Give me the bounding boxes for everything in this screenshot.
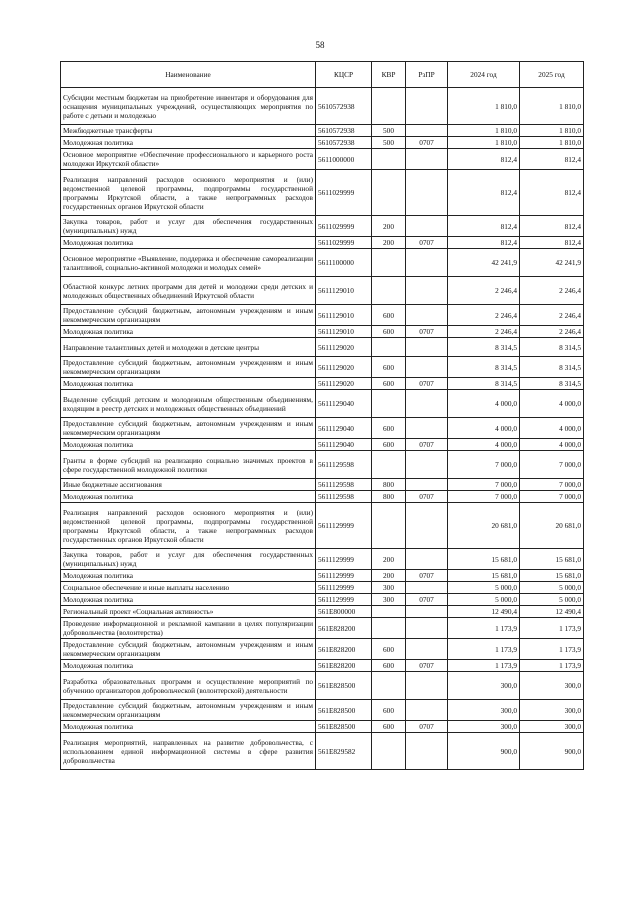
cell-kcsr: 561E828500 <box>316 721 372 733</box>
cell-rzpr: 0707 <box>406 594 448 606</box>
cell-kvr: 600 <box>372 700 406 721</box>
cell-name: Областной конкурс летних программ для детей и молодежи среди детских и молодежных общественных объединений Иркутской области <box>61 277 316 305</box>
cell-2024: 1 810,0 <box>448 125 520 137</box>
cell-rzpr <box>406 338 448 357</box>
cell-2025: 2 246,4 <box>520 305 584 326</box>
cell-2024: 900,0 <box>448 733 520 770</box>
table-row <box>61 639 584 660</box>
cell-kcsr: 5611129020 <box>316 378 372 390</box>
cell-name: Региональный проект «Социальная активность» <box>61 606 316 618</box>
cell-2025: 812,4 <box>520 170 584 216</box>
cell-kcsr: 5611129040 <box>316 390 372 418</box>
cell-name: Социальное обеспечение и иные выплаты населению <box>61 582 316 594</box>
cell-2025: 1 173,9 <box>520 660 584 672</box>
cell-rzpr <box>406 503 448 549</box>
cell-kvr <box>372 149 406 170</box>
cell-kcsr: 5611129999 <box>316 570 372 582</box>
cell-kvr: 500 <box>372 137 406 149</box>
cell-name: Молодежная политика <box>61 326 316 338</box>
cell-name: Межбюджетные трансферты <box>61 125 316 137</box>
cell-name: Предоставление субсидий бюджетным, автономным учреждениям и иным некоммерческим организациям <box>61 418 316 439</box>
table-row <box>61 88 584 125</box>
cell-2024: 2 246,4 <box>448 326 520 338</box>
table-row <box>61 216 584 237</box>
cell-rzpr <box>406 639 448 660</box>
cell-2024: 1 173,9 <box>448 618 520 639</box>
budget-table <box>60 61 584 770</box>
table-row <box>61 378 584 390</box>
cell-kcsr: 5610572938 <box>316 137 372 149</box>
cell-kcsr: 5611129999 <box>316 594 372 606</box>
table-body <box>61 88 584 770</box>
cell-rzpr <box>406 216 448 237</box>
cell-rzpr <box>406 549 448 570</box>
cell-name: Молодежная политика <box>61 570 316 582</box>
cell-name: Молодежная политика <box>61 137 316 149</box>
cell-2025: 4 000,0 <box>520 390 584 418</box>
cell-2025: 8 314,5 <box>520 357 584 378</box>
cell-kvr: 200 <box>372 570 406 582</box>
cell-name: Основное мероприятие «Выявление, поддержка и обеспечение самореализации талантливой, социально-активной молодежи и молодых семей» <box>61 249 316 277</box>
table-row <box>61 660 584 672</box>
cell-rzpr <box>406 700 448 721</box>
cell-2024: 1 173,9 <box>448 639 520 660</box>
table-row <box>61 700 584 721</box>
cell-rzpr <box>406 390 448 418</box>
cell-kcsr: 5611129598 <box>316 491 372 503</box>
cell-name: Иные бюджетные ассигнования <box>61 479 316 491</box>
cell-kvr <box>372 733 406 770</box>
cell-kvr <box>372 618 406 639</box>
table-row <box>61 479 584 491</box>
cell-2025: 8 314,5 <box>520 338 584 357</box>
cell-kcsr: 561E829582 <box>316 733 372 770</box>
cell-name: Молодежная политика <box>61 439 316 451</box>
cell-2025: 2 246,4 <box>520 277 584 305</box>
cell-kcsr: 5611129040 <box>316 418 372 439</box>
cell-2025: 42 241,9 <box>520 249 584 277</box>
cell-name: Молодежная политика <box>61 721 316 733</box>
cell-2024: 2 246,4 <box>448 305 520 326</box>
cell-kcsr: 5611029999 <box>316 216 372 237</box>
cell-2025: 2 246,4 <box>520 326 584 338</box>
cell-kcsr: 5611129010 <box>316 305 372 326</box>
cell-rzpr <box>406 672 448 700</box>
cell-2025: 300,0 <box>520 700 584 721</box>
cell-2024: 42 241,9 <box>448 249 520 277</box>
cell-2024: 812,4 <box>448 216 520 237</box>
cell-name: Гранты в форме субсидий на реализацию социально значимых проектов в сфере государственной молодежной политики <box>61 451 316 479</box>
cell-rzpr <box>406 170 448 216</box>
cell-2024: 7 000,0 <box>448 479 520 491</box>
cell-2025: 900,0 <box>520 733 584 770</box>
cell-kcsr: 5611129010 <box>316 326 372 338</box>
table-row <box>61 439 584 451</box>
cell-kcsr: 5611000000 <box>316 149 372 170</box>
cell-kcsr: 5611129999 <box>316 549 372 570</box>
cell-rzpr <box>406 418 448 439</box>
table-row <box>61 721 584 733</box>
cell-kvr: 600 <box>372 439 406 451</box>
cell-kvr: 500 <box>372 125 406 137</box>
cell-rzpr <box>406 733 448 770</box>
cell-rzpr: 0707 <box>406 660 448 672</box>
cell-rzpr <box>406 88 448 125</box>
cell-rzpr: 0707 <box>406 378 448 390</box>
cell-name: Направление талантливых детей и молодежи в детские центры <box>61 338 316 357</box>
cell-kvr: 600 <box>372 660 406 672</box>
table-row <box>61 594 584 606</box>
table-row <box>61 338 584 357</box>
table-row <box>61 672 584 700</box>
cell-name: Молодежная политика <box>61 378 316 390</box>
cell-2025: 15 681,0 <box>520 549 584 570</box>
table-row <box>61 418 584 439</box>
cell-kvr: 600 <box>372 721 406 733</box>
cell-2024: 7 000,0 <box>448 491 520 503</box>
cell-kvr: 800 <box>372 479 406 491</box>
table-row <box>61 149 584 170</box>
header-2025: 2025 год <box>520 62 584 88</box>
cell-name: Предоставление субсидий бюджетным, автономным учреждениям и иным некоммерческим организациям <box>61 700 316 721</box>
table-row <box>61 451 584 479</box>
table-row <box>61 357 584 378</box>
cell-rzpr: 0707 <box>406 491 448 503</box>
cell-kcsr: 5611100000 <box>316 249 372 277</box>
cell-rzpr <box>406 277 448 305</box>
cell-kcsr: 5611129598 <box>316 479 372 491</box>
cell-2025: 15 681,0 <box>520 570 584 582</box>
table-row <box>61 305 584 326</box>
cell-name: Закупка товаров, работ и услуг для обеспечения государственных (муниципальных) нужд <box>61 216 316 237</box>
cell-name: Выделение субсидий детским и молодежным общественным объединениям, входящим в реестр детских и молодежных общественных объединений <box>61 390 316 418</box>
cell-kvr <box>372 88 406 125</box>
cell-kcsr: 5611129999 <box>316 582 372 594</box>
cell-rzpr: 0707 <box>406 326 448 338</box>
cell-2024: 20 681,0 <box>448 503 520 549</box>
cell-2025: 300,0 <box>520 672 584 700</box>
cell-kvr: 300 <box>372 594 406 606</box>
table-row <box>61 237 584 249</box>
cell-2025: 4 000,0 <box>520 418 584 439</box>
cell-2025: 12 490,4 <box>520 606 584 618</box>
cell-name: Реализация направлений расходов основного мероприятия и (или) ведомственной целевой программы, подпрограммы государственной программы Иркутской области, а также непрограммных расходов государственных органов Иркутской области <box>61 170 316 216</box>
cell-kvr: 200 <box>372 237 406 249</box>
cell-2024: 15 681,0 <box>448 570 520 582</box>
cell-2024: 4 000,0 <box>448 439 520 451</box>
cell-kcsr: 5611129010 <box>316 277 372 305</box>
cell-2024: 12 490,4 <box>448 606 520 618</box>
cell-kvr <box>372 390 406 418</box>
cell-name: Молодежная политика <box>61 594 316 606</box>
cell-2024: 4 000,0 <box>448 418 520 439</box>
cell-kcsr: 561E800000 <box>316 606 372 618</box>
cell-kcsr: 561E828200 <box>316 618 372 639</box>
cell-kvr <box>372 503 406 549</box>
cell-kvr <box>372 672 406 700</box>
cell-2025: 7 000,0 <box>520 491 584 503</box>
cell-rzpr <box>406 149 448 170</box>
header-name: Наименование <box>61 62 316 88</box>
cell-2025: 1 173,9 <box>520 639 584 660</box>
cell-kvr: 200 <box>372 216 406 237</box>
cell-rzpr <box>406 357 448 378</box>
cell-kvr: 800 <box>372 491 406 503</box>
cell-2024: 300,0 <box>448 721 520 733</box>
table-row <box>61 277 584 305</box>
table-row <box>61 491 584 503</box>
cell-2025: 7 000,0 <box>520 479 584 491</box>
cell-kcsr: 5611129999 <box>316 503 372 549</box>
cell-2024: 812,4 <box>448 170 520 216</box>
cell-2025: 20 681,0 <box>520 503 584 549</box>
header-rzpr: РзПР <box>406 62 448 88</box>
cell-rzpr <box>406 451 448 479</box>
cell-2024: 2 246,4 <box>448 277 520 305</box>
cell-2024: 812,4 <box>448 237 520 249</box>
cell-2025: 4 000,0 <box>520 439 584 451</box>
cell-kvr: 600 <box>372 326 406 338</box>
cell-kcsr: 5611129598 <box>316 451 372 479</box>
cell-name: Предоставление субсидий бюджетным, автономным учреждениям и иным некоммерческим организациям <box>61 357 316 378</box>
cell-2024: 8 314,5 <box>448 378 520 390</box>
cell-2024: 1 173,9 <box>448 660 520 672</box>
cell-kvr: 600 <box>372 418 406 439</box>
cell-name: Разработка образовательных программ и осуществление мероприятий по обучению организаторов добровольческой (волонтерской) деятельности <box>61 672 316 700</box>
table-row <box>61 582 584 594</box>
cell-kvr <box>372 249 406 277</box>
table-row <box>61 618 584 639</box>
cell-name: Предоставление субсидий бюджетным, автономным учреждениям и иным некоммерческим организациям <box>61 305 316 326</box>
cell-rzpr <box>406 618 448 639</box>
cell-2024: 8 314,5 <box>448 357 520 378</box>
cell-2024: 1 810,0 <box>448 137 520 149</box>
cell-kcsr: 561E828500 <box>316 672 372 700</box>
cell-rzpr <box>406 249 448 277</box>
cell-name: Субсидии местным бюджетам на приобретение инвентаря и оборудования для оснащения муниципальных учреждений, осуществляющих мероприятия по работе с детьми и молодежью <box>61 88 316 125</box>
cell-kvr: 200 <box>372 549 406 570</box>
cell-2024: 4 000,0 <box>448 390 520 418</box>
cell-2024: 300,0 <box>448 672 520 700</box>
cell-kvr: 600 <box>372 357 406 378</box>
table-header-row <box>61 62 584 88</box>
cell-name: Закупка товаров, работ и услуг для обеспечения государственных (муниципальных) нужд <box>61 549 316 570</box>
cell-2024: 5 000,0 <box>448 582 520 594</box>
header-2024: 2024 год <box>448 62 520 88</box>
cell-2025: 1 173,9 <box>520 618 584 639</box>
cell-kvr: 600 <box>372 305 406 326</box>
cell-kvr <box>372 451 406 479</box>
table-row <box>61 733 584 770</box>
cell-kcsr: 5611029999 <box>316 237 372 249</box>
cell-2025: 5 000,0 <box>520 582 584 594</box>
cell-2024: 7 000,0 <box>448 451 520 479</box>
cell-2025: 812,4 <box>520 149 584 170</box>
cell-name: Молодежная политика <box>61 491 316 503</box>
cell-2025: 812,4 <box>520 216 584 237</box>
page-number: 58 <box>315 40 325 50</box>
table-row <box>61 570 584 582</box>
cell-rzpr <box>406 606 448 618</box>
cell-rzpr <box>406 479 448 491</box>
cell-name: Реализация направлений расходов основного мероприятия и (или) ведомственной целевой программы, подпрограммы государственной программы Иркутской области, а также непрограммных расходов государственных органов Иркутской области <box>61 503 316 549</box>
table-row <box>61 249 584 277</box>
cell-kcsr: 5610572938 <box>316 88 372 125</box>
cell-2025: 1 810,0 <box>520 125 584 137</box>
cell-2024: 8 314,5 <box>448 338 520 357</box>
header-kvr: КВР <box>372 62 406 88</box>
cell-kvr: 300 <box>372 582 406 594</box>
cell-rzpr: 0707 <box>406 570 448 582</box>
cell-kvr <box>372 606 406 618</box>
cell-rzpr: 0707 <box>406 439 448 451</box>
header-kcsr: КЦСР <box>316 62 372 88</box>
cell-kcsr: 5611129040 <box>316 439 372 451</box>
cell-name: Реализация мероприятий, направленных на развитие добровольчества, с использованием единой информационной системы в сфере развития добровольчества <box>61 733 316 770</box>
table-row <box>61 326 584 338</box>
cell-2024: 812,4 <box>448 149 520 170</box>
cell-rzpr <box>406 305 448 326</box>
cell-kcsr: 561E828200 <box>316 660 372 672</box>
table-row <box>61 170 584 216</box>
cell-kcsr: 5610572938 <box>316 125 372 137</box>
cell-rzpr <box>406 582 448 594</box>
cell-name: Молодежная политика <box>61 660 316 672</box>
table-row <box>61 137 584 149</box>
cell-2025: 8 314,5 <box>520 378 584 390</box>
cell-rzpr <box>406 125 448 137</box>
cell-kvr <box>372 170 406 216</box>
cell-2024: 15 681,0 <box>448 549 520 570</box>
cell-2025: 812,4 <box>520 237 584 249</box>
cell-2025: 5 000,0 <box>520 594 584 606</box>
table-row <box>61 503 584 549</box>
cell-rzpr: 0707 <box>406 237 448 249</box>
cell-kvr: 600 <box>372 378 406 390</box>
cell-2025: 1 810,0 <box>520 137 584 149</box>
cell-2025: 7 000,0 <box>520 451 584 479</box>
table-row <box>61 390 584 418</box>
table-row <box>61 606 584 618</box>
cell-2025: 300,0 <box>520 721 584 733</box>
cell-2024: 5 000,0 <box>448 594 520 606</box>
cell-name: Проведение информационной и рекламной кампании в целях популяризации добровольчества (волонтерства) <box>61 618 316 639</box>
table-row <box>61 549 584 570</box>
cell-name: Молодежная политика <box>61 237 316 249</box>
cell-2025: 1 810,0 <box>520 88 584 125</box>
cell-kcsr: 5611029999 <box>316 170 372 216</box>
table-row <box>61 125 584 137</box>
cell-name: Предоставление субсидий бюджетным, автономным учреждениям и иным некоммерческим организациям <box>61 639 316 660</box>
cell-kcsr: 561E828200 <box>316 639 372 660</box>
cell-kcsr: 5611129020 <box>316 357 372 378</box>
cell-rzpr: 0707 <box>406 721 448 733</box>
cell-kcsr: 561E828500 <box>316 700 372 721</box>
cell-2024: 300,0 <box>448 700 520 721</box>
cell-kcsr: 5611129020 <box>316 338 372 357</box>
cell-kvr <box>372 338 406 357</box>
cell-name: Основное мероприятие «Обеспечение профессионального и карьерного роста молодежи Иркутской области» <box>61 149 316 170</box>
cell-rzpr: 0707 <box>406 137 448 149</box>
cell-kvr <box>372 277 406 305</box>
cell-kvr: 600 <box>372 639 406 660</box>
cell-2024: 1 810,0 <box>448 88 520 125</box>
